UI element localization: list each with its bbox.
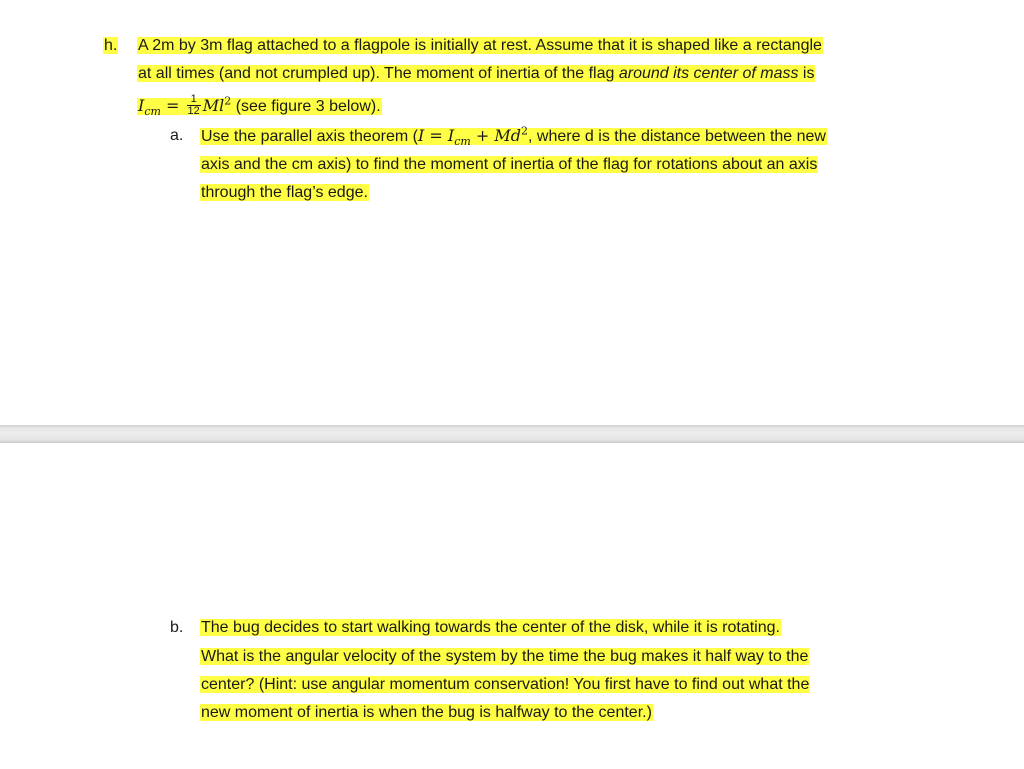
part-a-line-1: Use the parallel axis theorem ($I = I_{cm} + Md^2$, where d is the distance between the new (201, 124, 826, 149)
part-b-line-2: What is the angular velocity of the system by the time the bug makes it half way to the (201, 648, 809, 665)
part-b-line-1: The bug decides to start walking towards the center of the disk, while it is rotating. (201, 619, 780, 636)
part-b-line-3: center? (Hint: use angular momentum conservation! You first have to find out what the (201, 676, 810, 693)
inertia-equation: $I_{cm}$ = $\frac{1}{12}$ Ml$^2$ (see figure 3 below). (138, 93, 381, 119)
question-label-a: a. (170, 127, 184, 144)
question-h-line-2 (137, 63, 815, 85)
question-h-text-1: A 2m by 3m flag attached to a flagpole is initially at rest. Assume that it is shaped like a rectangle (138, 37, 822, 54)
question-h-text-2b: is (798, 65, 815, 82)
part-b-line-4: new moment of inertia is when the bug is halfway to the center.) (201, 704, 652, 721)
part-a-line-3: through the flag’s edge. (201, 184, 368, 201)
question-h-emphasis: around its center of mass (618, 65, 799, 82)
question-h-text-2a: at all times (and not crumpled up). The moment of inertia of the flag (138, 65, 619, 82)
question-label-b: b. (170, 619, 184, 636)
question-label-h: h. (104, 37, 118, 54)
page-break (0, 425, 1024, 443)
question-h-equation-line (137, 93, 382, 119)
part-a-line-2: axis and the cm axis) to find the moment of inertia of the flag for rotations about an axis (201, 156, 818, 173)
fraction-one-twelfth: $\frac{1}{12}$ (187, 93, 200, 118)
question-h-text-3: (see figure 3 below). (231, 98, 381, 115)
question-h-line-1 (137, 35, 823, 57)
document-page-2 (0, 443, 1024, 769)
